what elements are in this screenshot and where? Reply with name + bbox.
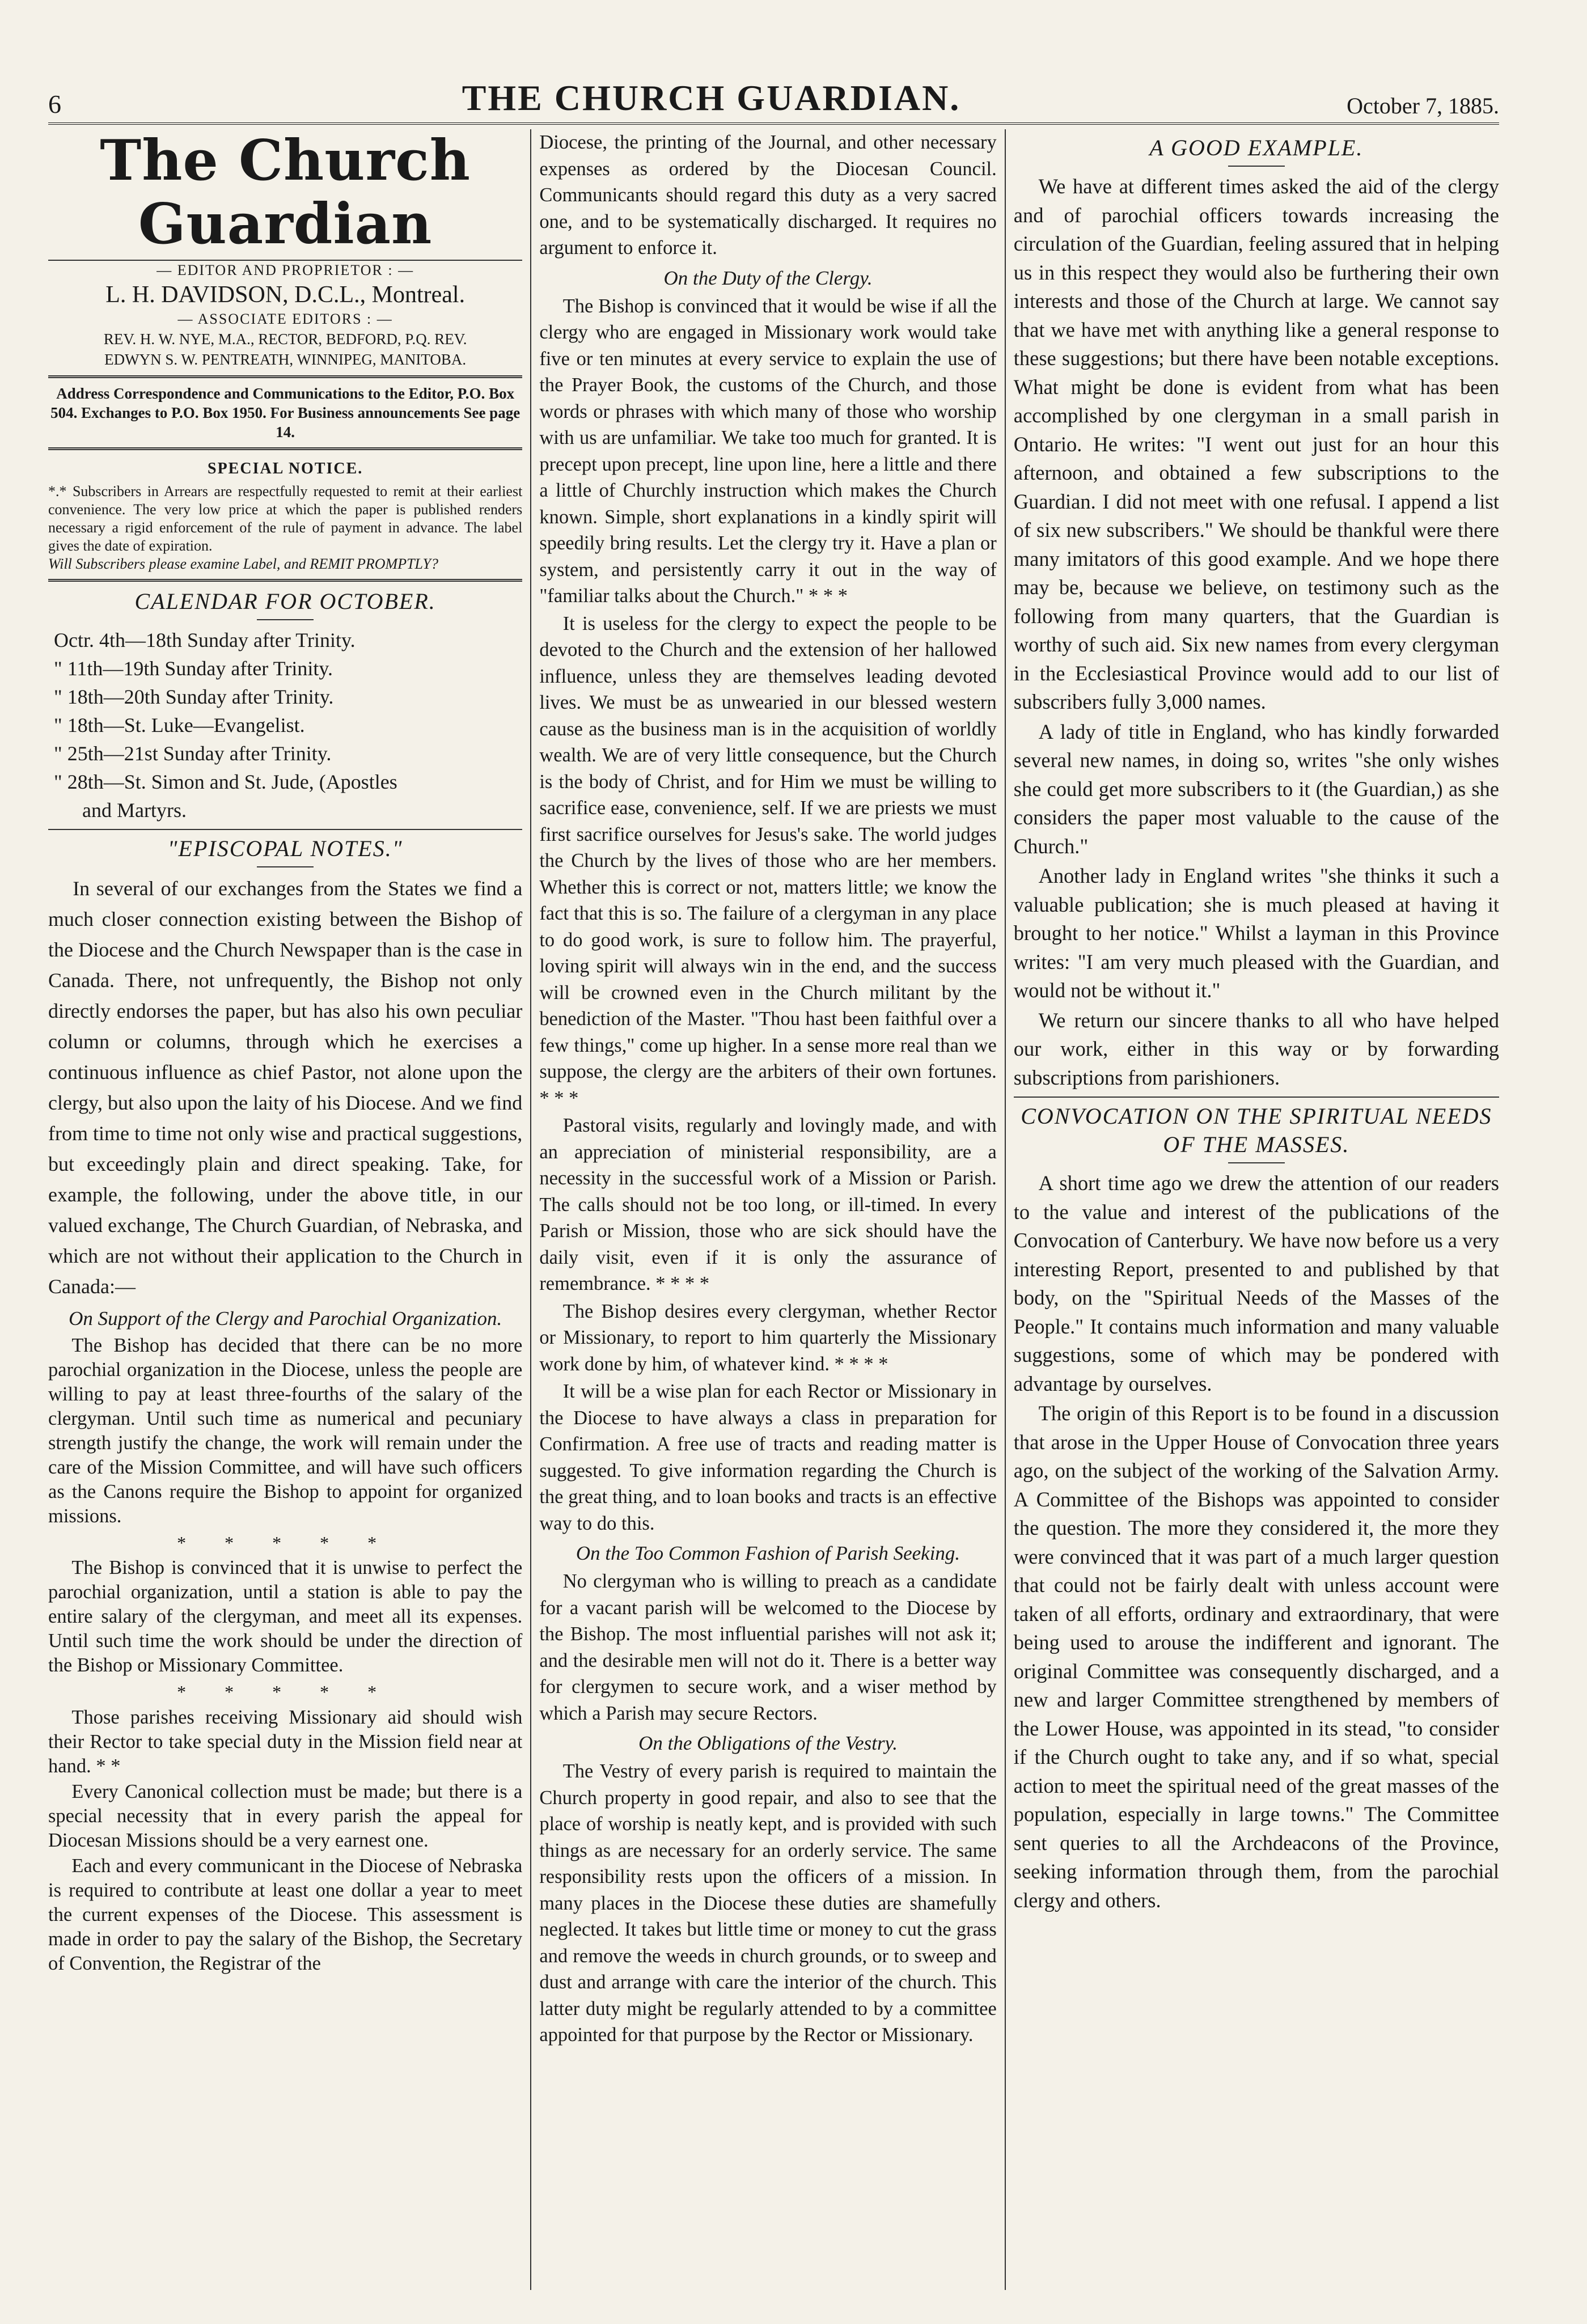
special-notice-heading: SPECIAL NOTICE.	[208, 460, 363, 477]
article-paragraph: Diocese, the printing of the Journal, and other necessary expenses as ordered by the Diocesan Council. Communicants should regard this duty as a very sacred one, and to be systematically discharged. It requires no argument to enforce it.	[539, 132, 997, 259]
calendar-line: " 28th—St. Simon and St. Jude, (Apostles	[54, 770, 397, 793]
editor-name: L. H. DAVIDSON, D.C.L., Montreal.	[105, 282, 465, 308]
article-paragraph: Every Canonical collection must be made; but there is a special necessity that in every parish the appeal for Diocesan Missions should be a very earnest one.	[48, 1780, 523, 1851]
special-notice-remit: Will Subscribers please examine Label, and REMIT PROMPTLY?	[48, 555, 438, 572]
calendar-line: and Martyrs.	[82, 798, 187, 822]
article-paragraph: Another lady in England writes "she thinks it such a valuable publication; she is much pleased at having it brought to her notice." Whilst a layman in this Province writes: "I am very much pleased with the Guardian, and would not be without it."	[1013, 864, 1499, 1002]
divider	[1014, 1097, 1499, 1098]
section-stars: * * * * *	[177, 1532, 394, 1553]
calendar-line: " 25th—21st Sunday after Trinity.	[54, 742, 332, 765]
article-paragraph: It will be a wise plan for each Rector or Missionary in the Diocese to have always a class in preparation for Confirmation. A free use of tracts and reading matter is suggested. To give information regarding the Church is the great thing, and to loan books and tracts is an effective way to do this.	[539, 1381, 997, 1534]
associate-label: — ASSOCIATE EDITORS : —	[177, 311, 393, 327]
article-paragraph: Those parishes receiving Missionary aid should wish their Rector to take special duty in the Mission field near at hand. * *	[48, 1706, 523, 1777]
associate-editor-2: EDWYN S. W. PENTREATH, WINNIPEG, MANITOBA.	[104, 351, 467, 368]
subsection-heading: On the Duty of the Clergy.	[663, 266, 873, 289]
subsection-heading: On the Too Common Fashion of Parish Seeking.	[575, 1542, 960, 1564]
newspaper-title: THE CHURCH GUARDIAN.	[462, 78, 961, 118]
associate-editor-1: REV. H. W. NYE, M.A., RECTOR, BEDFORD, P.Q. REV.	[103, 331, 467, 348]
article-paragraph: A short time ago we drew the attention of our readers to the value and interest of the publications of the Convocation of Canterbury. We have now before us a very interesting Report, presented to and published by that body, on the "Spiritual Needs of the Masses of the People." It contains much information and many valuable suggestions, some of which may be pondered with advantage by ourselves.	[1013, 1171, 1499, 1395]
masthead-title: The Church Guardian	[48, 129, 522, 261]
article-paragraph: The Bishop is convinced that it would be wise if all the clergy who are engaged in Missionary work would take five or ten minutes at every service to explain the use of the Prayer Book, the customs of the Church, and those words or phrases with which many of those who worship with us are unfamiliar. We take too much for granted. It is precept upon precept, line upon line, here a little and there a little of Churchly instruction which makes the Church known. Simple, short explanations in a kindly spirit will speedily bring results. Let the clergy try it. Have a plan or system, and persistently carry it out in the way of "familiar talks about the Church." * * *	[539, 295, 997, 607]
calendar-line: " 18th—20th Sunday after Trinity.	[54, 685, 334, 708]
convocation-heading: CONVOCATION ON THE SPIRITUAL NEEDS OF THE MASSES.	[1021, 1103, 1492, 1157]
episcopal-notes-heading: "EPISCOPAL NOTES."	[167, 835, 403, 861]
divider	[48, 447, 522, 450]
divider	[48, 829, 522, 830]
article-paragraph: A lady of title in England, who has kindly forwarded several new names, in doing so, writes "she only wishes she could get more subscribers to it (the Guardian,) as she considers the paper most valuable to the cause of the Church."	[1013, 719, 1499, 858]
calendar-line: Octr. 4th—18th Sunday after Trinity.	[54, 628, 356, 651]
section-stars: * * * * *	[177, 1682, 394, 1702]
article-paragraph: The Bishop is convinced that it is unwise to perfect the parochial organization, until a station is able to pay the entire salary of the clergyman, and meet all its expenses. Until such time the work should be under the direction of the Bishop or Missionary Committee.	[48, 1557, 523, 1676]
issue-date: October 7, 1885.	[1347, 93, 1499, 118]
article-paragraph: Pastoral visits, regularly and lovingly made, and with an appreciation of ministerial responsibility, are a necessity in the successful work of a Mission or Parish. The calls should not be too long, or ill-timed. In every Parish or Mission, those who are sick should have the daily visit, even if it is only the assurance of remembrance. * * * *	[539, 1115, 997, 1294]
article-paragraph: The Bishop desires every clergyman, whether Rector or Missionary, to report to him quarterly the Missionary work done by him, of whatever kind. * * * *	[539, 1300, 997, 1375]
divider	[257, 866, 314, 867]
subsection-heading: On the Obligations of the Vestry.	[638, 1732, 898, 1754]
article-paragraph: It is useless for the clergy to expect the people to be devoted to the Church and the extension of her hallowed influence, unless they are themselves leading devoted lives. We must be as unwearied in our blessed western cause as the business man is in the acquisition of worldly wealth. We are of very little consequence, but the Church is the body of Christ, and for Him we must be willing to sacrifice ease, convenience, self. If we are priests we must first sacrifice ourselves for Jesus's sake. The world judges the Church by the lives of those who are her members. Whether this is correct or not, matters little; we know the fact that this is so. The failure of a clergyman in any place to do good work, is sure to follow him. The prayerful, loving spirit will always win in the end, and the success will be crowned even in the Church militant by the benediction of the Master. "Thou hast been faithful over a few things," come up higher. In a sense more real than we suppose, the clergy are the arbiters of their own fortunes. * * *	[539, 612, 997, 1109]
subsection-heading: On Support of the Clergy and Parochial Organization.	[69, 1307, 502, 1330]
divider	[1228, 166, 1285, 167]
address-notice: Address Correspondence and Communications to the Editor, P.O. Box 504. Exchanges to P.O. Box 1950. For Business announcements See page 14.	[50, 385, 520, 441]
article-paragraph: We return our sincere thanks to all who have helped our work, either in this way or by forwarding subscriptions from parishioners.	[1013, 1008, 1499, 1089]
column-1	[48, 129, 531, 2290]
article-paragraph: The Bishop has decided that there can be no more parochial organization in the Diocese, unless the people are willing to pay at least three-fourths of the salary of the clergyman. Until such time as numerical and pecuniary strength justify the change, the work will remain under the care of the Mission Committee, and will have such officers as the Canons require the Bishop to appoint for organized missions.	[48, 1334, 523, 1527]
divider	[257, 619, 314, 620]
article-paragraph: The origin of this Report is to be found in a discussion that arose in the Upper House of Convocation three years ago, on the subject of the working of the Salvation Army. A Committee of the Bishops was appointed to consider the question. The more they considered it, the more they were convinced that it was part of a much larger question that could not be fairly dealt with unless account were taken of all efforts, ordinary and extraordinary, that were being used to arouse the indifferent and ignorant. The original Committee was consequently discharged, and a new and larger Committee strengthened by members of the Lower House, was appointed in its stead, "to consider if the Church ought to take any, and if so what, special action to meet the spiritual need of the great masses of the population, especially in large towns." The Committee sent queries to all the Archdeacons of the Province, seeking information through them, from the parochial clergy and others.	[1013, 1402, 1499, 1912]
article-paragraph: No clergyman who is willing to preach as a candidate for a vacant parish will be welcomed to the Diocese by the Bishop. The most influential parishes will not ask it; and the desirable men will not do it. There is a better way for clergymen to secure work, and a wiser method by which a Parish may secure Rectors.	[539, 1571, 997, 1724]
page-columns	[48, 129, 1499, 2290]
article-paragraph: Each and every communicant in the Diocese of Nebraska is required to contribute at least one dollar a year to meet the current expenses of the Diocese. This assessment is made in order to pay the salary of the Bishop, the Secretary of Convention, the Registrar of the	[48, 1855, 523, 1974]
calendar-line: " 18th—St. Luke—Evangelist.	[54, 713, 305, 736]
divider	[48, 579, 522, 582]
calendar-heading: CALENDAR FOR OCTOBER.	[134, 588, 436, 614]
divider	[1228, 1162, 1285, 1163]
column-2	[531, 129, 1005, 2290]
good-example-heading: A GOOD EXAMPLE.	[1149, 135, 1364, 160]
divider	[48, 375, 522, 378]
special-notice-text: *.* Subscribers in Arrears are respectfully requested to remit at their earliest convenience. The very low price at which the paper is published renders necessary a rigid enforcement of the rule of payment in advance. The label gives the date of expiration.	[48, 482, 523, 554]
page-number: 6	[48, 90, 61, 118]
editor-label: — EDITOR AND PROPRIETOR : —	[156, 262, 414, 278]
article-paragraph: We have at different times asked the aid of the clergy and of parochial officers towards increasing the circulation of the Guardian, feeling assured that in helping us in this respect they would also be furthering their own interests and those of the Church at large. We cannot say that we have met with anything like a general response to these suggestions; but there have been notable exceptions. What might be done is evident from what has been accomplished by one clergyman in a small parish in Ontario. He writes: "I went out just for an hour this afternoon, and obtained a few subscriptions to the Guardian. I did not meet with one refusal. I append a list of six new subscribers." We should be thankful were there many imitators of this good example. And we hope there may be, because we believe, on testimony such as the following from many quarters, that the Guardian is worthy of such aid. Six new names from every clergyman in the Ecclesiastical Province would add to our list of subscribers fully 3,000 names.	[1013, 175, 1499, 713]
column-3	[1006, 129, 1499, 2290]
calendar-line: " 11th—19th Sunday after Trinity.	[54, 657, 333, 680]
article-paragraph: In several of our exchanges from the States we find a much closer connection existing between the Bishop of the Diocese and the Church Newspaper than is the case in Canada. There, not unfrequently, the Bishop not only directly endorses the paper, but has also his own peculiar column or columns, through which he exercises a continuous influence as chief Pastor, not alone upon the clergy, but also upon the laity of his Diocese. And we find from time to time not only wise and practical suggestions, but exceedingly plain and direct speaking. Take, for example, the following, under the above title, in our valued exchange, The Church Guardian, of Nebraska, and which are not without their application to the Church in Canada:—	[48, 877, 523, 1298]
article-paragraph: The Vestry of every parish is required to maintain the Church property in good repair, and also to see that the place of worship is neatly kept, and is provided with such things as are necessary for an orderly service. The same responsibility rests upon the officers of a mission. In many places in the Diocese these duties are shamefully neglected. It takes but little time or money to cut the grass and remove the weeds in church grounds, or to sweep and dust and arrange with care the interior of the church. This latter duty might be regularly attended to by a committee appointed for that purpose by the Rector or Missionary.	[539, 1760, 997, 2046]
page-header	[48, 79, 1499, 125]
